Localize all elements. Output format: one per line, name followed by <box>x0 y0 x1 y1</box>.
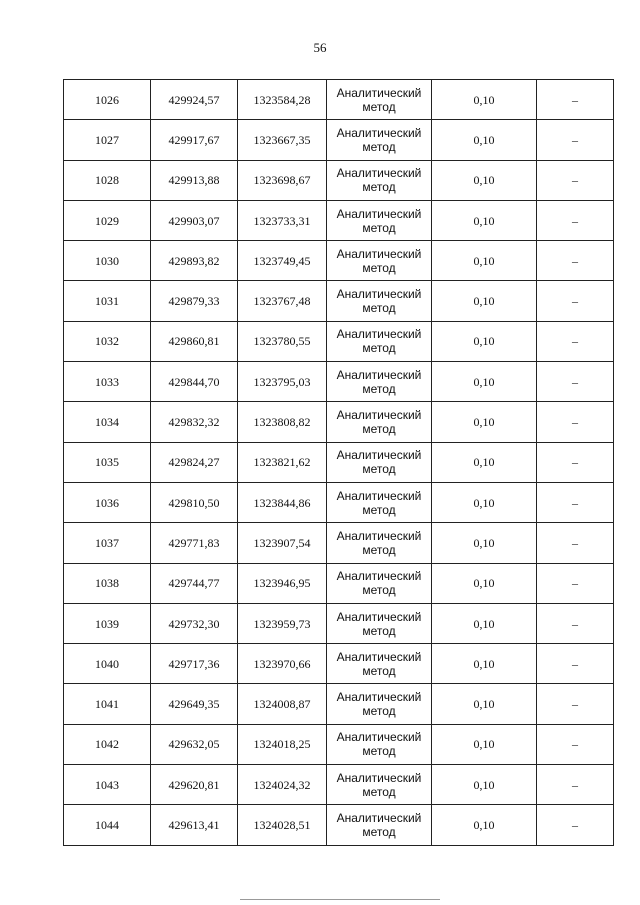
table-row <box>64 80 614 120</box>
x-coordinate-cell: 429620,81 <box>151 765 238 805</box>
note-cell: – <box>537 724 614 764</box>
x-coordinate-cell: 429771,83 <box>151 523 238 563</box>
accuracy-cell: 0,10 <box>432 603 537 643</box>
note-cell: – <box>537 321 614 361</box>
note-cell: – <box>537 362 614 402</box>
point-number-cell: 1026 <box>64 80 151 120</box>
accuracy-cell: 0,10 <box>432 80 537 120</box>
accuracy-cell: 0,10 <box>432 321 537 361</box>
x-coordinate-cell: 429879,33 <box>151 281 238 321</box>
table-row <box>64 724 614 764</box>
x-coordinate-cell: 429613,41 <box>151 805 238 845</box>
x-coordinate-cell: 429744,77 <box>151 563 238 603</box>
x-coordinate-cell: 429924,57 <box>151 80 238 120</box>
point-number-cell: 1036 <box>64 482 151 522</box>
y-coordinate-cell: 1323970,66 <box>238 644 327 684</box>
y-coordinate-cell: 1323749,45 <box>238 241 327 281</box>
point-number-cell: 1028 <box>64 160 151 200</box>
point-number-cell: 1033 <box>64 362 151 402</box>
accuracy-cell: 0,10 <box>432 160 537 200</box>
x-coordinate-cell: 429844,70 <box>151 362 238 402</box>
table-body <box>64 80 614 846</box>
x-coordinate-cell: 429917,67 <box>151 120 238 160</box>
point-number-cell: 1042 <box>64 724 151 764</box>
x-coordinate-cell: 429913,88 <box>151 160 238 200</box>
note-cell: – <box>537 644 614 684</box>
table-row <box>64 200 614 240</box>
method-cell: Аналитический метод <box>327 805 432 845</box>
point-number-cell: 1043 <box>64 765 151 805</box>
method-cell: Аналитический метод <box>327 80 432 120</box>
y-coordinate-cell: 1323584,28 <box>238 80 327 120</box>
accuracy-cell: 0,10 <box>432 563 537 603</box>
x-coordinate-cell: 429893,82 <box>151 241 238 281</box>
table-row <box>64 281 614 321</box>
table-row <box>64 160 614 200</box>
accuracy-cell: 0,10 <box>432 684 537 724</box>
y-coordinate-cell: 1323946,95 <box>238 563 327 603</box>
accuracy-cell: 0,10 <box>432 442 537 482</box>
table-row <box>64 805 614 845</box>
point-number-cell: 1034 <box>64 402 151 442</box>
accuracy-cell: 0,10 <box>432 281 537 321</box>
accuracy-cell: 0,10 <box>432 523 537 563</box>
y-coordinate-cell: 1323667,35 <box>238 120 327 160</box>
table-row <box>64 563 614 603</box>
method-cell: Аналитический метод <box>327 684 432 724</box>
point-number-cell: 1027 <box>64 120 151 160</box>
method-cell: Аналитический метод <box>327 281 432 321</box>
y-coordinate-cell: 1323844,86 <box>238 482 327 522</box>
table-row <box>64 603 614 643</box>
point-number-cell: 1039 <box>64 603 151 643</box>
note-cell: – <box>537 765 614 805</box>
note-cell: – <box>537 482 614 522</box>
accuracy-cell: 0,10 <box>432 724 537 764</box>
point-number-cell: 1031 <box>64 281 151 321</box>
y-coordinate-cell: 1323733,31 <box>238 200 327 240</box>
point-number-cell: 1035 <box>64 442 151 482</box>
note-cell: – <box>537 603 614 643</box>
point-number-cell: 1041 <box>64 684 151 724</box>
x-coordinate-cell: 429717,36 <box>151 644 238 684</box>
method-cell: Аналитический метод <box>327 402 432 442</box>
method-cell: Аналитический метод <box>327 120 432 160</box>
table-row <box>64 321 614 361</box>
x-coordinate-cell: 429860,81 <box>151 321 238 361</box>
accuracy-cell: 0,10 <box>432 805 537 845</box>
note-cell: – <box>537 442 614 482</box>
y-coordinate-cell: 1323795,03 <box>238 362 327 402</box>
x-coordinate-cell: 429732,30 <box>151 603 238 643</box>
note-cell: – <box>537 281 614 321</box>
x-coordinate-cell: 429824,27 <box>151 442 238 482</box>
note-cell: – <box>537 523 614 563</box>
coordinates-table <box>63 79 614 846</box>
table-row <box>64 482 614 522</box>
note-cell: – <box>537 120 614 160</box>
accuracy-cell: 0,10 <box>432 765 537 805</box>
table-row <box>64 684 614 724</box>
accuracy-cell: 0,10 <box>432 402 537 442</box>
method-cell: Аналитический метод <box>327 442 432 482</box>
table-row <box>64 241 614 281</box>
y-coordinate-cell: 1323698,67 <box>238 160 327 200</box>
page-number: 56 <box>313 40 327 55</box>
bottom-rule <box>240 899 440 900</box>
method-cell: Аналитический метод <box>327 482 432 522</box>
accuracy-cell: 0,10 <box>432 241 537 281</box>
note-cell: – <box>537 684 614 724</box>
table-row <box>64 644 614 684</box>
accuracy-cell: 0,10 <box>432 482 537 522</box>
table-row <box>64 120 614 160</box>
accuracy-cell: 0,10 <box>432 120 537 160</box>
accuracy-cell: 0,10 <box>432 362 537 402</box>
y-coordinate-cell: 1323780,55 <box>238 321 327 361</box>
method-cell: Аналитический метод <box>327 160 432 200</box>
y-coordinate-cell: 1324008,87 <box>238 684 327 724</box>
y-coordinate-cell: 1323907,54 <box>238 523 327 563</box>
point-number-cell: 1037 <box>64 523 151 563</box>
point-number-cell: 1044 <box>64 805 151 845</box>
y-coordinate-cell: 1323808,82 <box>238 402 327 442</box>
y-coordinate-cell: 1324028,51 <box>238 805 327 845</box>
method-cell: Аналитический метод <box>327 241 432 281</box>
point-number-cell: 1038 <box>64 563 151 603</box>
table-row <box>64 765 614 805</box>
method-cell: Аналитический метод <box>327 563 432 603</box>
y-coordinate-cell: 1323767,48 <box>238 281 327 321</box>
note-cell: – <box>537 241 614 281</box>
x-coordinate-cell: 429632,05 <box>151 724 238 764</box>
y-coordinate-cell: 1323959,73 <box>238 603 327 643</box>
y-coordinate-cell: 1324024,32 <box>238 765 327 805</box>
method-cell: Аналитический метод <box>327 200 432 240</box>
method-cell: Аналитический метод <box>327 603 432 643</box>
table-row <box>64 362 614 402</box>
x-coordinate-cell: 429649,35 <box>151 684 238 724</box>
note-cell: – <box>537 80 614 120</box>
x-coordinate-cell: 429810,50 <box>151 482 238 522</box>
note-cell: – <box>537 200 614 240</box>
x-coordinate-cell: 429903,07 <box>151 200 238 240</box>
point-number-cell: 1032 <box>64 321 151 361</box>
accuracy-cell: 0,10 <box>432 200 537 240</box>
point-number-cell: 1030 <box>64 241 151 281</box>
table-row <box>64 523 614 563</box>
method-cell: Аналитический метод <box>327 523 432 563</box>
accuracy-cell: 0,10 <box>432 644 537 684</box>
table-row <box>64 442 614 482</box>
note-cell: – <box>537 805 614 845</box>
method-cell: Аналитический метод <box>327 644 432 684</box>
note-cell: – <box>537 402 614 442</box>
point-number-cell: 1040 <box>64 644 151 684</box>
method-cell: Аналитический метод <box>327 724 432 764</box>
note-cell: – <box>537 563 614 603</box>
point-number-cell: 1029 <box>64 200 151 240</box>
y-coordinate-cell: 1324018,25 <box>238 724 327 764</box>
method-cell: Аналитический метод <box>327 362 432 402</box>
method-cell: Аналитический метод <box>327 321 432 361</box>
note-cell: – <box>537 160 614 200</box>
x-coordinate-cell: 429832,32 <box>151 402 238 442</box>
y-coordinate-cell: 1323821,62 <box>238 442 327 482</box>
table-row <box>64 402 614 442</box>
method-cell: Аналитический метод <box>327 765 432 805</box>
